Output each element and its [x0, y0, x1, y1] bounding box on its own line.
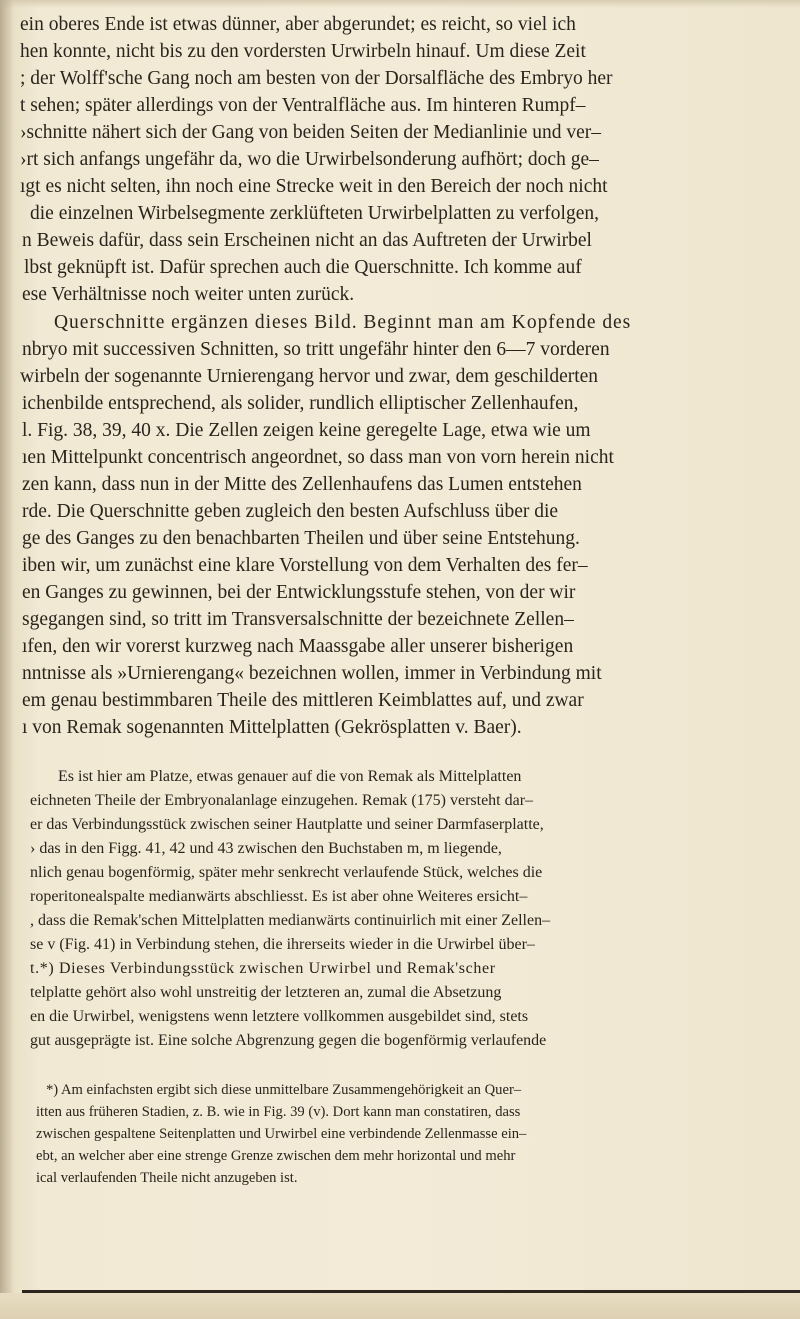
text-line: iben wir, um zunächst eine klare Vorstellung von dem Verhalten des fer–: [22, 555, 588, 576]
footnote-line: itten aus früheren Stadien, z. B. wie in Fig. 39 (v). Dort kann man constatiren, dass: [36, 1104, 521, 1120]
text-line: rde. Die Querschnitte geben zugleich den besten Aufschluss über die: [22, 501, 559, 522]
text-line: telplatte gehört also wohl unstreitig der letzteren an, zumal die Absetzung: [30, 984, 502, 1001]
text-line: ›rt sich anfangs ungefähr da, wo die Urwirbelsonderung aufhört; doch ge–: [20, 149, 599, 170]
text-line: ı von Remak sogenannten Mittelplatten (Gekrösplatten v. Baer).: [22, 717, 522, 738]
text-line: ıen Mittelpunkt concentrisch angeordnet, so dass man von vorn herein nicht: [22, 447, 614, 468]
text-line: sgegangen sind, so tritt im Transversalschnitte der bezeichnete Zellen–: [22, 609, 574, 630]
text-line: n Beweis dafür, dass sein Erscheinen nicht an das Auftreten der Urwirbel: [22, 230, 592, 251]
text-line: roperitonealspalte medianwärts abschliesst. Es ist aber ohne Weiteres ersicht–: [30, 888, 528, 905]
text-line: ese Verhältnisse noch weiter unten zurück.: [22, 284, 355, 305]
text-line: t.*) Dieses Verbindungsstück zwischen Urwirbel und Remak'scher: [30, 960, 496, 977]
footnote-line: zwischen gespaltene Seitenplatten und Urwirbel eine verbindende Zellenmasse ein–: [36, 1126, 527, 1142]
text-line: em genau bestimmbaren Theile des mittleren Keimblattes auf, und zwar: [22, 690, 584, 711]
text-line: nlich genau bogenförmig, später mehr senkrecht verlaufende Stück, welches die: [30, 864, 543, 881]
text-line: nbryo mit successiven Schnitten, so tritt ungefähr hinter den 6—7 vorderen: [22, 339, 610, 360]
footnote-line: ebt, an welcher aber eine strenge Grenze zwischen dem mehr horizontal und mehr: [36, 1148, 516, 1164]
text-line: Es ist hier am Platze, etwas genauer auf die von Remak als Mittelplatten: [58, 768, 522, 785]
text-line: wirbeln der sogenannte Urnierengang hervor und zwar, dem geschilderten: [20, 366, 599, 387]
text-line: hen konnte, nicht bis zu den vordersten Urwirbeln hinauf. Um diese Zeit: [20, 41, 586, 62]
binding-shadow: [0, 0, 14, 1319]
text-line: t sehen; später allerdings von der Ventralfläche aus. Im hinteren Rumpf–: [20, 95, 586, 116]
text-line: gut ausgeprägte ist. Eine solche Abgrenzung gegen die bogenförmig verlaufende: [30, 1032, 547, 1049]
text-line: › das in den Figg. 41, 42 und 43 zwischen den Buchstaben m, m liegende,: [30, 840, 502, 857]
text-line: en die Urwirbel, wenigstens wenn letztere vollkommen ausgebildet sind, stets: [30, 1008, 529, 1025]
text-line: ıgt es nicht selten, ihn noch eine Strecke weit in den Bereich der noch nicht: [20, 176, 608, 197]
text-line: zen kann, dass nun in der Mitte des Zellenhaufens das Lumen entstehen: [22, 474, 582, 495]
page-bottom-margin: [0, 1293, 800, 1319]
text-line: ein oberes Ende ist etwas dünner, aber abgerundet; es reicht, so viel ich: [20, 14, 576, 35]
text-line: lbst geknüpft ist. Dafür sprechen auch die Querschnitte. Ich komme auf: [24, 257, 582, 278]
page-top-edge: [0, 0, 800, 8]
footnote-line: *) Am einfachsten ergibt sich diese unmittelbare Zusammengehörigkeit an Quer–: [46, 1082, 522, 1098]
text-line: l. Fig. 38, 39, 40 x. Die Zellen zeigen keine geregelte Lage, etwa wie um: [22, 420, 591, 441]
text-line: Querschnitte ergänzen dieses Bild. Beginnt man am Kopfende des: [54, 312, 632, 333]
text-line: , dass die Remak'schen Mittelplatten medianwärts continuirlich mit einer Zellen–: [30, 912, 551, 929]
text-line: die einzelnen Wirbelsegmente zerklüfteten Urwirbelplatten zu verfolgen,: [30, 203, 599, 224]
text-line: er das Verbindungsstück zwischen seiner Hautplatte und seiner Darmfaserplatte,: [30, 816, 544, 833]
text-line: ıfen, den wir vorerst kurzweg nach Maassgabe aller unserer bisherigen: [22, 636, 574, 657]
footnote-line: ical verlaufenden Theile nicht anzugeben ist.: [36, 1170, 298, 1186]
text-line: eichneten Theile der Embryonalanlage einzugehen. Remak (175) versteht dar–: [30, 792, 534, 809]
text-line: ge des Ganges zu den benachbarten Theilen und über seine Entstehung.: [22, 528, 580, 549]
text-line: nntnisse als »Urnierengang« bezeichnen wollen, immer in Verbindung mit: [22, 663, 602, 684]
text-line: en Ganges zu gewinnen, bei der Entwicklungsstufe stehen, von der wir: [22, 582, 576, 603]
text-line: ; der Wolff'sche Gang noch am besten von der Dorsalfläche des Embryo her: [20, 68, 613, 89]
text-line: se v (Fig. 41) in Verbindung stehen, die ihrerseits wieder in die Urwirbel über–: [30, 936, 535, 953]
text-line: ichenbilde entsprechend, als solider, rundlich elliptischer Zellenhaufen,: [22, 393, 579, 414]
text-line: ›schnitte nähert sich der Gang von beiden Seiten der Medianlinie und ver–: [20, 122, 602, 143]
